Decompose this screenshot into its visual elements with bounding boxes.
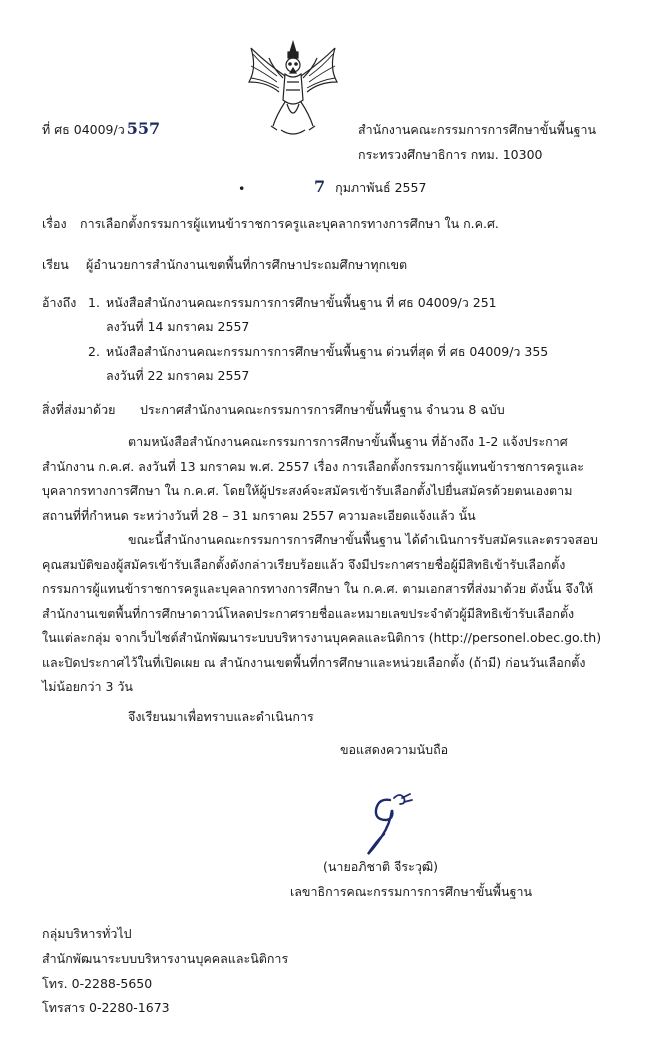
reference-2-number: 2. xyxy=(88,344,100,359)
document-number-handwritten: 557 xyxy=(126,119,161,138)
document-number-prefix: ที่ ศธ 04009/ว xyxy=(42,122,125,137)
paragraph-2-line: ขณะนี้สำนักงานคณะกรรมการการศึกษาขั้นพื้นฐาน ได้ดำเนินการรับสมัครและตรวจสอบ xyxy=(128,532,598,547)
signatory-position: เลขาธิการคณะกรรมการการศึกษาขั้นพื้นฐาน xyxy=(290,884,533,899)
footer-phone: โทร. 0-2288-5650 xyxy=(42,976,153,991)
handwritten-signature xyxy=(360,790,420,860)
signatory-name: (นายอภิชาติ จีระวุฒิ) xyxy=(323,859,439,874)
paragraph-1-line: ตามหนังสือสำนักงานคณะกรรมการการศึกษาขั้นพื้นฐาน ที่อ้างถึง 1-2 แจ้งประกาศ xyxy=(128,434,568,449)
enclosure-text: ประกาศสำนักงานคณะกรรมการการศึกษาขั้นพื้นฐาน จำนวน 8 ฉบับ xyxy=(140,402,505,417)
paragraph-2-line: คุณสมบัติของผู้สมัครเข้ารับเลือกตั้งดังกล่าวเรียบร้อยแล้ว จึงมีประกาศรายชื่อผู้มีสิทธิเข้ารับเลือกตั้ง xyxy=(42,556,566,572)
paragraph-1-line: สถานที่ที่กำหนด ระหว่างวันที่ 28 – 31 มกราคม 2557 ความละเอียดแจ้งแล้ว นั้น xyxy=(42,507,476,523)
paragraph-2-line: ในแต่ละกลุ่ม จากเว็บไซต์สำนักพัฒนาระบบบริหารงานบุคคลและนิติการ (http://personel.obec.go.th) xyxy=(42,630,602,645)
agency-address: กระทรวงศึกษาธิการ กทม. 10300 xyxy=(358,147,543,162)
date-dot: • xyxy=(238,181,246,196)
regards-text: ขอแสดงความนับถือ xyxy=(340,742,449,757)
document-date xyxy=(314,178,426,197)
garuda-emblem-icon xyxy=(243,38,343,142)
reference-label: อ้างถึง xyxy=(42,295,77,310)
reference-2-line2: ลงวันที่ 22 มกราคม 2557 xyxy=(106,368,250,383)
date-day-handwritten: 7 xyxy=(314,177,326,196)
subject-text: การเลือกตั้งกรรมการผู้แทนข้าราชการครูและบุคลากรทางการศึกษา ใน ก.ค.ศ. xyxy=(80,216,499,231)
reference-1-line1: หนังสือสำนักงานคณะกรรมการการศึกษาขั้นพื้นฐาน ที่ ศธ 04009/ว 251 xyxy=(106,295,497,310)
document-number xyxy=(42,120,160,139)
body-paragraph-1 xyxy=(42,430,637,528)
footer-fax: โทรสาร 0-2280-1673 xyxy=(42,1000,170,1015)
reference-2-line1: หนังสือสำนักงานคณะกรรมการการศึกษาขั้นพื้นฐาน ด่วนที่สุด ที่ ศธ 04009/ว 355 xyxy=(106,344,549,359)
paragraph-2-line: สำนักงานเขตพื้นที่การศึกษาดาวน์โหลดประกาศรายชื่อและหมายเลขประจำตัวผู้มีสิทธิเข้ารับเลือกตั้ง xyxy=(42,605,575,621)
recipient-text: ผู้อำนวยการสำนักงานเขตพื้นที่การศึกษาประถมศึกษาทุกเขต xyxy=(86,257,408,272)
reference-1-line2: ลงวันที่ 14 มกราคม 2557 xyxy=(106,319,250,334)
subject-label: เรื่อง xyxy=(42,216,67,231)
recipient-label: เรียน xyxy=(42,257,69,272)
closing-sentence: จึงเรียนมาเพื่อทราบและดำเนินการ xyxy=(128,709,314,724)
paragraph-2-line: และปิดประกาศไว้ในที่เปิดเผย ณ สำนักงานเขตพื้นที่การศึกษาและหน่วยเลือกตั้ง (ถ้ามี) ก่อนวันเลือกตั้ง xyxy=(42,654,586,670)
agency-name: สำนักงานคณะกรรมการการศึกษาขั้นพื้นฐาน xyxy=(358,122,597,137)
paragraph-2-line: กรรมการผู้แทนข้าราชการครูและบุคลากรทางการศึกษา ใน ก.ค.ศ. ตามเอกสารที่ส่งมาด้วย ดังนั้น จึงให้ xyxy=(42,581,594,596)
enclosure-label: สิ่งที่ส่งมาด้วย xyxy=(42,402,116,417)
date-month-year: กุมภาพันธ์ 2557 xyxy=(335,180,427,195)
paragraph-1-line: บุคลากรทางการศึกษา ใน ก.ค.ศ. โดยให้ผู้ประสงค์จะสมัครเข้ารับเลือกตั้งไปยื่นสมัครด้วยตนเองตาม xyxy=(42,483,573,498)
footer-unit: กลุ่มบริหารทั่วไป xyxy=(42,926,132,941)
paragraph-1-line: สำนักงาน ก.ค.ศ. ลงวันที่ 13 มกราคม พ.ศ. 2557 เรื่อง การเลือกตั้งกรรมการผู้แทนข้าราชการครูและ xyxy=(42,458,584,474)
body-paragraph-2 xyxy=(42,528,637,700)
reference-1-number: 1. xyxy=(88,295,100,310)
paragraph-2-line: ไม่น้อยกว่า 3 วัน xyxy=(42,679,133,694)
footer-office: สำนักพัฒนาระบบบริหารงานบุคคลและนิติการ xyxy=(42,951,289,966)
